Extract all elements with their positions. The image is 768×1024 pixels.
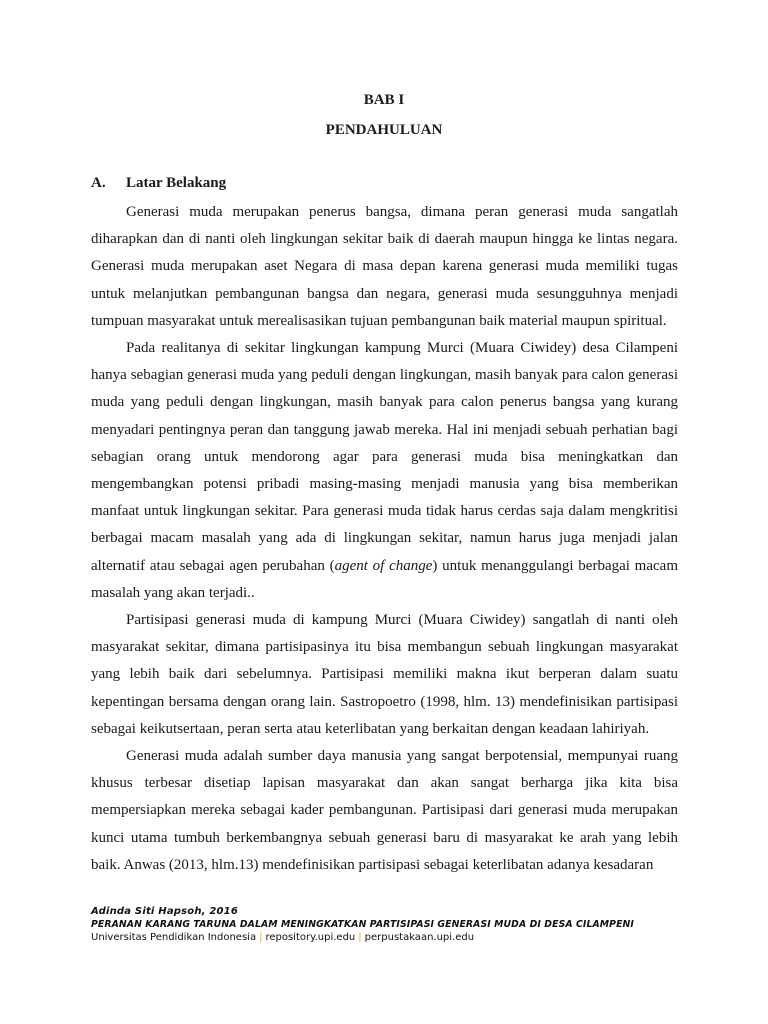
section-title: Latar Belakang — [126, 175, 227, 191]
footer-thesis-title: PERANAN KARANG TARUNA DALAM MENINGKATKAN PARTISIPASI GENERASI MUDA DI DESA CILAMPENI — [91, 919, 634, 930]
footer-library-link[interactable]: perpustakaan.upi.edu — [364, 932, 475, 943]
paragraph-4: Generasi muda adalah sumber daya manusia yang sangat berpotensial, mempunyai ruang khusus terbesar disetiap lapisan masyarakat dan akan sangat berharga jika kita bisa mempersiapkan mereka sebagai kader pembangunan. Partisipasi dari generasi muda merupakan kunci utama tumbuh berkembangnya sebuah generasi baru di masyarakat ke arah yang lebih baik. Anwas (2013, hlm.13) mendefinisikan partisipasi sebagai keterlibatan adanya kesadaran — [91, 748, 678, 873]
footer-repository-link[interactable]: repository.upi.edu — [265, 932, 356, 943]
agent-of-change-term: agent of change — [334, 557, 433, 574]
footer-author: Adinda Siti Hapsoh, 2016 — [91, 906, 238, 917]
paragraph-2-before: Pada realitanya di sekitar lingkungan kampung Murci (Muara Ciwidey) desa Cilampeni hanya sebagian generasi muda yang peduli dengan lingkungan, masih banyak para calon generasi muda yang peduli dengan lingkungan, masih banyak para calon penerus bangsa yang kurang menyadari pentingnya peran dan tanggung jawab mereka. Hal ini menjadi sebuah perhatian bagi sebagian orang untuk mendorong agar para generasi muda bisa meningkatkan dan mengembangkan potensi pribadi masing-masing menjadi manusia yang bisa memberikan manfaat untuk lingkungan sekitar. Para generasi muda tidak harus cerdas saja dalam mengkritisi berbagai macam masalah yang ada di lingkungan sekitar, namun harus juga menjadi jalan alternatif atau sebagai agen perubahan ( — [91, 340, 678, 574]
paragraph-1: Generasi muda merupakan penerus bangsa, dimana peran generasi muda sangatlah diharapkan dan di nanti oleh lingkungan sekitar baik di daerah maupun hingga ke lintas negara. Generasi muda merupakan aset Negara di masa depan karena generasi muda memiliki tugas untuk melanjutkan pembangunan bangsa dan negara, generasi muda sesungguhnya menjadi tumpuan masyarakat untuk merealisasikan tujuan pembangunan baik material maupun spiritual. — [91, 204, 678, 329]
footer-separator: | — [358, 932, 362, 943]
chapter-title: PENDAHULUAN — [325, 122, 443, 138]
chapter-number: BAB I — [363, 92, 405, 108]
paragraph-2 — [91, 335, 678, 607]
section-number: A. — [91, 175, 106, 191]
footer-links — [91, 931, 731, 944]
paragraph-3: Partisipasi generasi muda di kampung Murci (Muara Ciwidey) sangatlah di nanti oleh masyarakat sekitar, dimana partisipasinya itu bisa membangun sebuah lingkungan masyarakat yang lebih baik dari sebelumnya. Partisipasi memiliki makna ikut berperan dalam suatu kepentingan bersama dengan orang lain. Sastropoetro (1998, hlm. 13) mendefinisikan partisipasi sebagai keikutsertaan, peran serta atau keterlibatan yang berkaitan dengan keadaan lahiriyah. — [91, 612, 678, 737]
footer-separator: | — [259, 932, 263, 943]
section-heading — [91, 173, 226, 193]
footer-university: Universitas Pendidikan Indonesia — [91, 932, 257, 943]
page-footer — [91, 905, 731, 944]
body-text — [91, 199, 678, 879]
paragraph-2-after: ) untuk menanggulangi berbagai macam masalah yang akan terjadi.. — [91, 557, 678, 601]
